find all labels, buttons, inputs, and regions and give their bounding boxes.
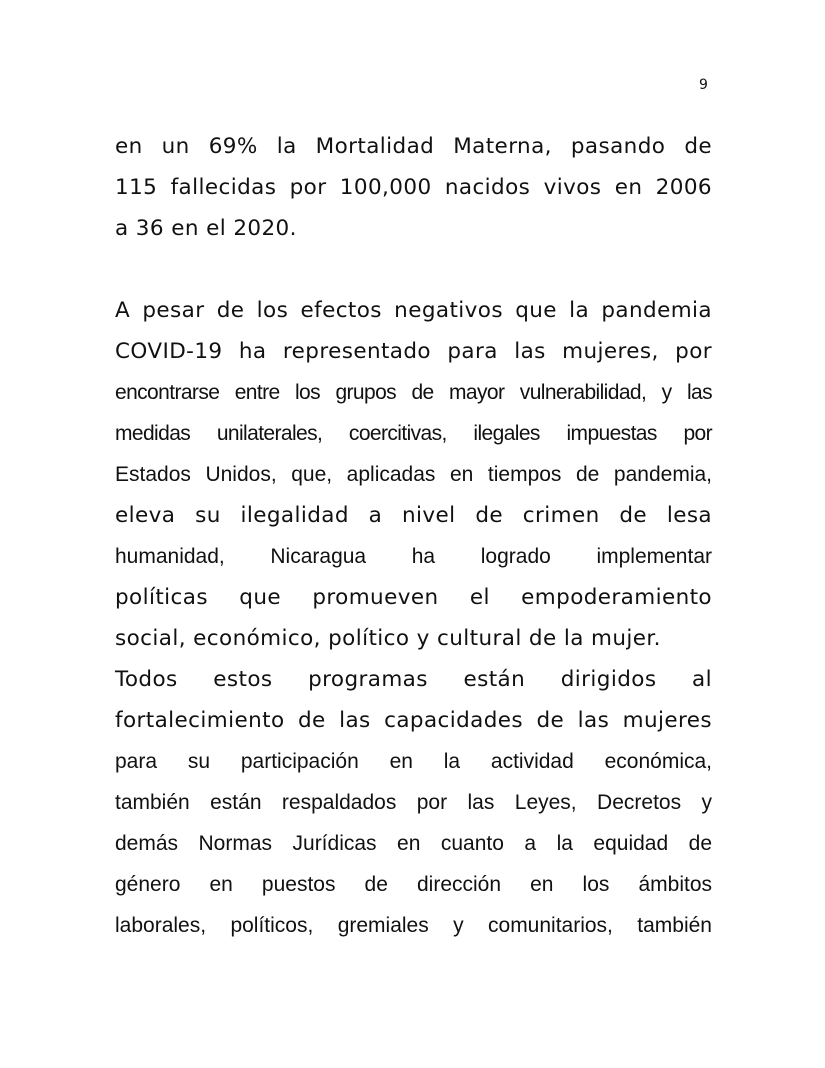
text-line: también están respaldados por las Leyes, Decretos y — [115, 791, 712, 814]
text-line: políticas que promueven el empoderamiento — [115, 585, 712, 610]
text-line: Todos estos programas están dirigidos al — [115, 667, 712, 692]
text-line: laborales, políticos, gremiales y comunitarios, también — [115, 914, 712, 937]
text-line: para su participación en la actividad económica, — [115, 750, 712, 773]
text-line: social, económico, político y cultural de la mujer. — [115, 626, 661, 651]
text-line: A pesar de los efectos negativos que la pandemia — [115, 298, 712, 323]
text-line: eleva su ilegalidad a nivel de crimen de lesa — [115, 503, 712, 528]
text-line: género en puestos de dirección en los ámbitos — [115, 873, 712, 896]
text-line: medidas unilaterales, coercitivas, ilegales impuestas por — [115, 422, 712, 445]
text-line: Estados Unidos, que, aplicadas en tiempos de pandemia, — [115, 463, 712, 486]
text-line: 115 fallecidas por 100,000 nacidos vivos en 2006 — [115, 175, 712, 200]
text-line: a 36 en el 2020. — [115, 216, 297, 241]
text-line: humanidad, Nicaragua ha logrado implementar — [115, 545, 712, 568]
text-line: encontrarse entre los grupos de mayor vulnerabilidad, y las — [115, 381, 712, 404]
text-line: en un 69% la Mortalidad Materna, pasando de — [115, 134, 712, 159]
text-line: fortalecimiento de las capacidades de las mujeres — [115, 708, 712, 733]
paragraph-covid-empowerment — [115, 290, 712, 946]
text-line: demás Normas Jurídicas en cuanto a la equidad de — [115, 832, 712, 855]
paragraph-maternal-mortality — [115, 126, 712, 249]
page-number: 9 — [699, 77, 708, 93]
text-line: COVID-19 ha representado para las mujeres, por — [115, 339, 712, 364]
